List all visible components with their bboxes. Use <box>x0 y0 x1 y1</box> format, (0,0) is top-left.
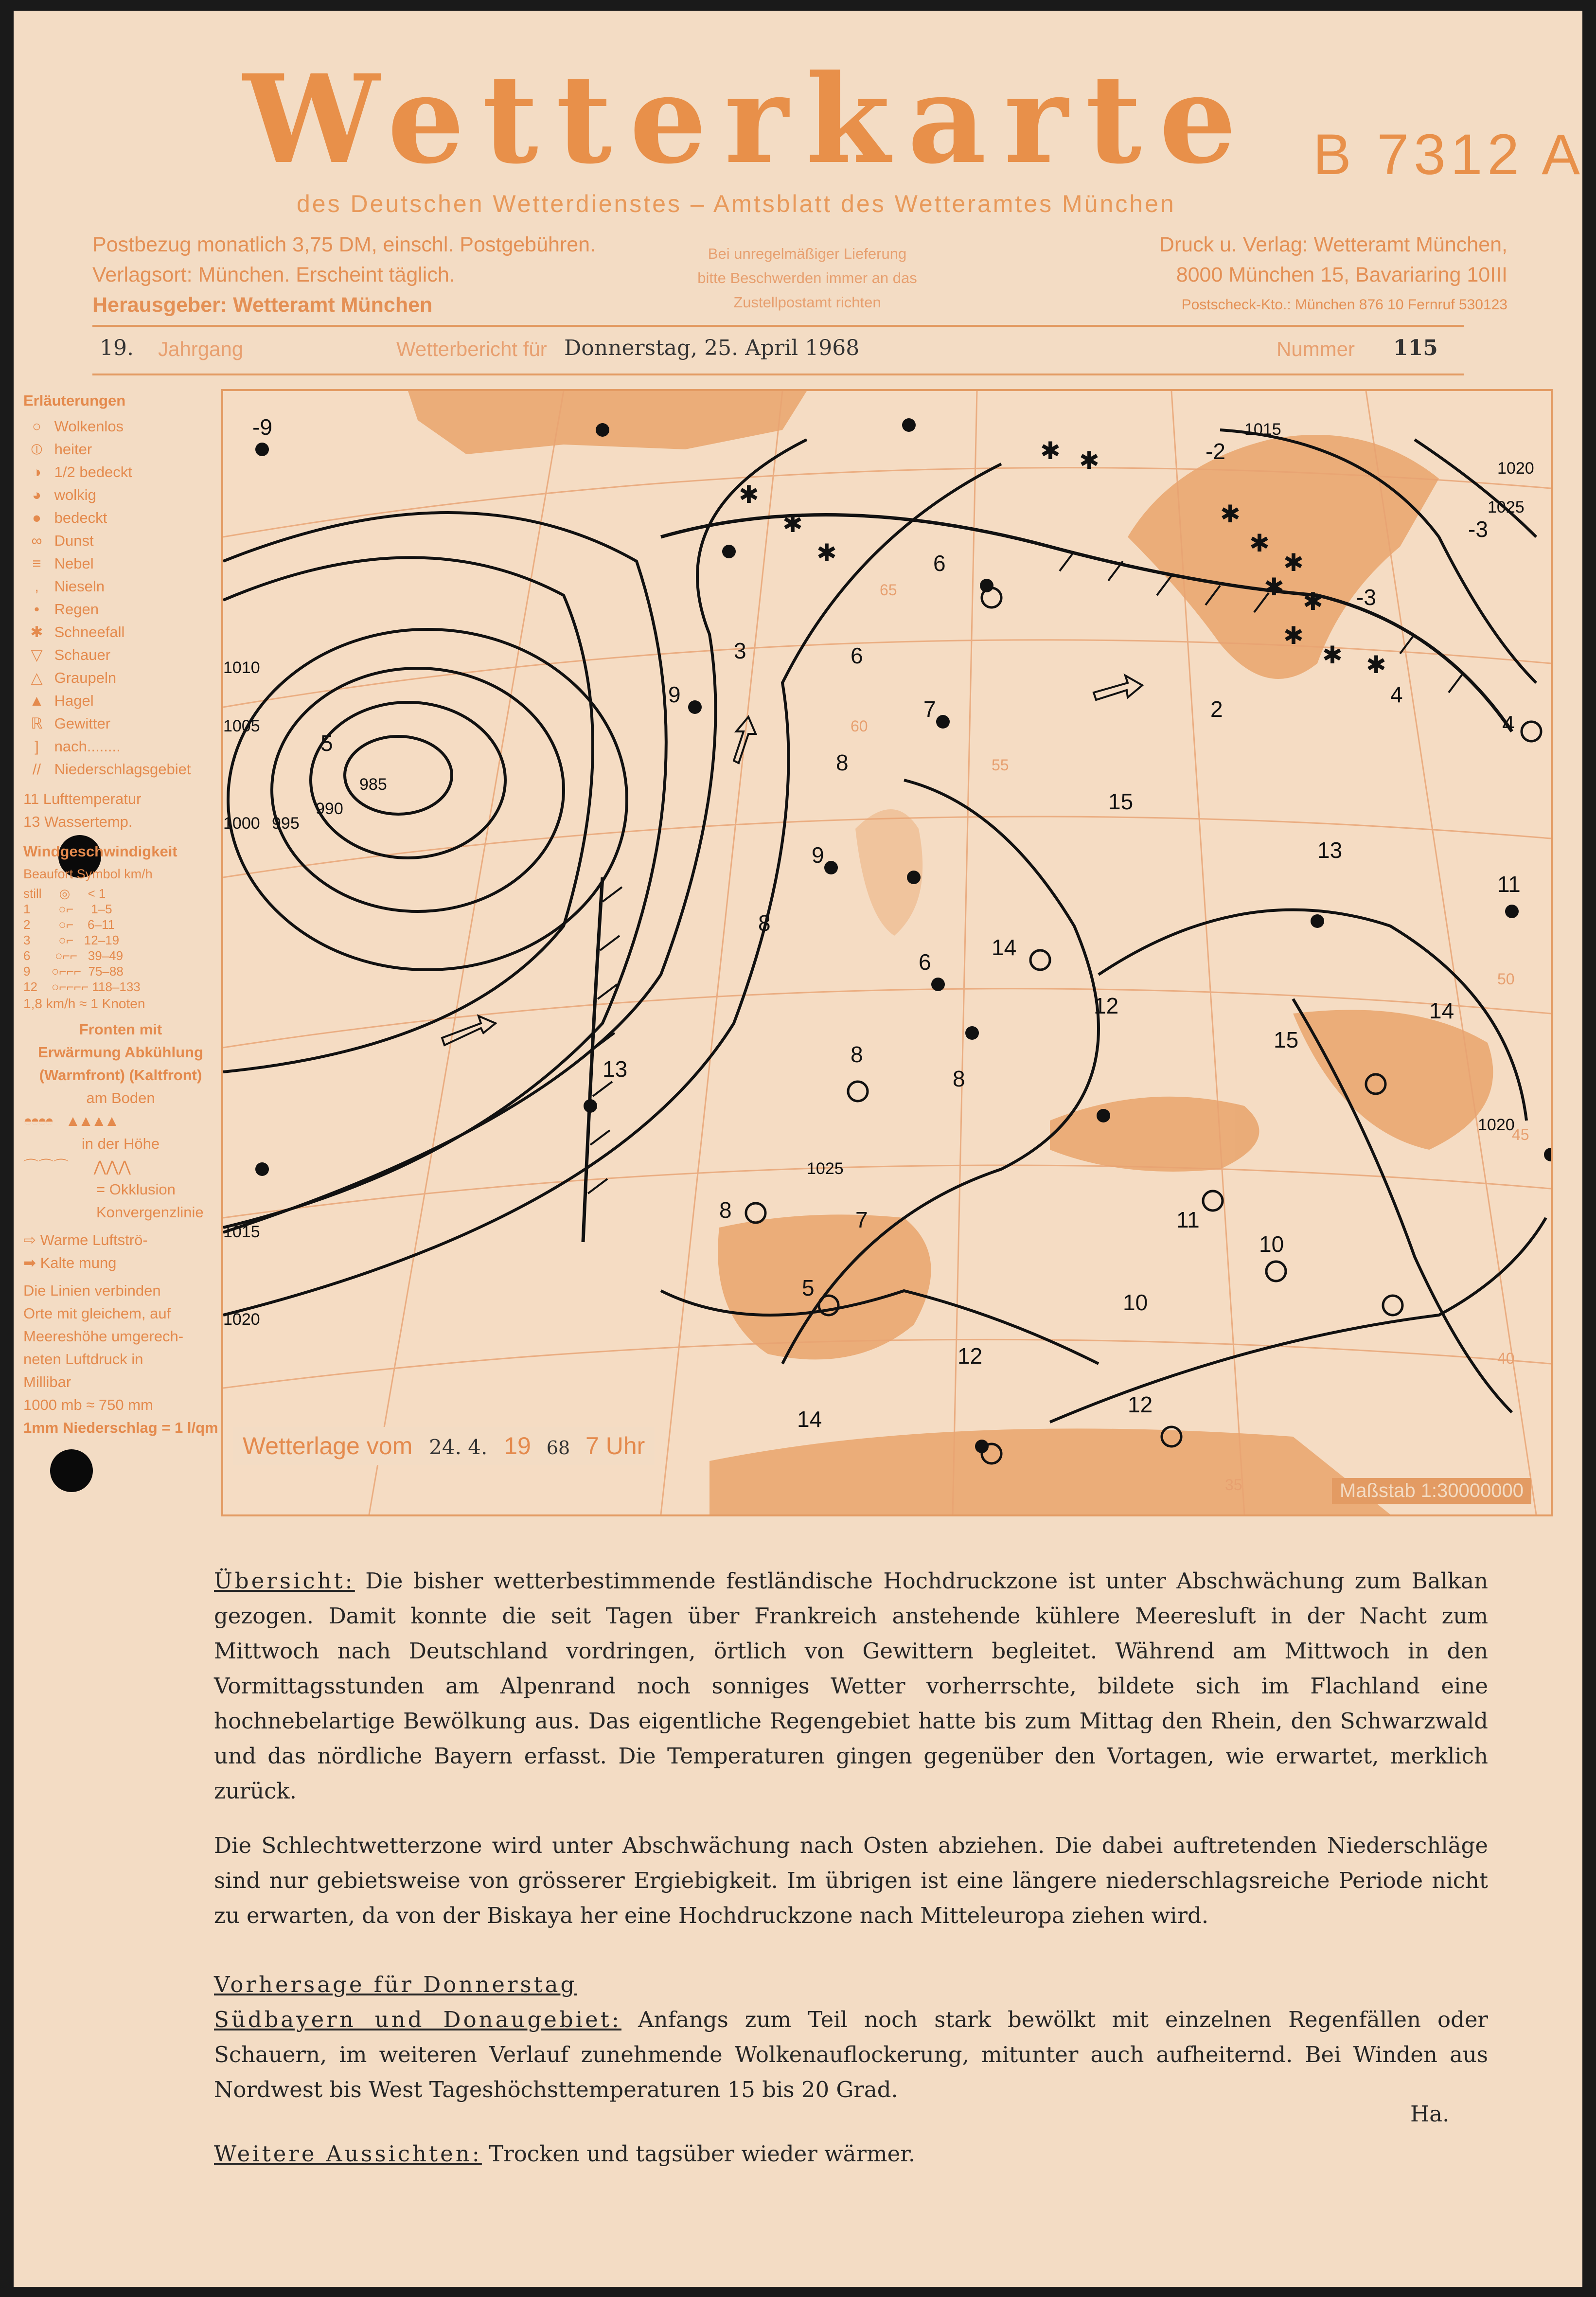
snow-symbol: ✱ <box>1220 500 1241 528</box>
weather-map <box>221 389 1553 1516</box>
legend-front-line: Konvergenzlinie <box>96 1204 204 1221</box>
isobar-990 <box>311 702 505 858</box>
legend-item: • Regen <box>34 601 99 618</box>
legend-front-symbols: ◓◓◓◓ ▲▲▲▲ <box>23 1112 118 1129</box>
station-value: 8 <box>719 1197 732 1223</box>
map-caption-day: 24. 4. <box>429 1435 488 1459</box>
legend-item: ℝ Gewitter <box>31 715 111 732</box>
map-scale: Maßstab 1:30000000 <box>1332 1478 1531 1504</box>
snow-symbol: ✱ <box>1283 622 1304 650</box>
publisher-center-line: Zustellpostamt richten <box>733 294 881 311</box>
overview-text: Die bisher wetterbestimmende festländische Hochdruckzone ist unter Abschwächung zum Balkan gezogen. Damit konnte die seit Tagen über Frankreich anstehende kühlere Meeresluft in der Nacht zum Mittwoch nach Deutschland vordringen, örtlich von Gewittern begleitet. Während am Mittwoch in den Vormittagsstunden am Alpenrand noch sonniges Wetter vorherrschte, bildete sich im Flachland eine hochnebelartige Bewölkung aus. Das eigentliche Regengebiet hatte bis zum Mittag den Rhein, den Schwarzwald und das nördliche Bayern erfasst. Die Temperaturen gingen gegenüber den Vortagen, wie erwartet, merklich zurück. <box>214 1568 1488 1804</box>
legend-isobar-note: Die Linien verbinden <box>23 1282 161 1299</box>
legend-isobar-note: Meereshöhe umgerech- <box>23 1328 184 1345</box>
fronts <box>583 515 1512 1242</box>
station-marker <box>931 978 945 991</box>
isobar-label: 1025 <box>1488 498 1525 516</box>
station-ring <box>1030 950 1050 970</box>
legend-item: ⦶ heiter <box>31 441 92 458</box>
header-rule-bottom <box>92 374 1464 375</box>
isobar-label: 990 <box>316 800 343 818</box>
station-marker <box>902 418 916 432</box>
legend-item: ▲ Hagel <box>29 692 94 709</box>
publisher-right-small: Postscheck-Kto.: München 876 10 Fernruf 530123 <box>1181 297 1507 313</box>
issue-code: B 7312 A <box>1313 123 1585 187</box>
legend-isobar-note: Millibar <box>23 1373 71 1390</box>
overview-label: Übersicht: <box>214 1568 355 1594</box>
snow-symbol: ✱ <box>1366 651 1386 679</box>
forecast-text <box>214 1564 1488 2191</box>
latitude-label: 35 <box>1225 1476 1242 1494</box>
issue-line <box>100 336 1461 365</box>
station-ring <box>1383 1296 1402 1315</box>
station-value: 7 <box>855 1207 868 1232</box>
legend-item: ∞ Dunst <box>31 532 94 549</box>
report-prefix: Wetterbericht für <box>396 338 547 360</box>
issue-number-label: Nummer <box>1277 338 1355 360</box>
station-value: -9 <box>252 414 272 440</box>
publisher-left-line: Postbezug monatlich 3,75 DM, einschl. Postgebühren. <box>92 233 596 256</box>
station-marker <box>824 861 838 874</box>
legend-title: Erläuterungen <box>23 392 126 409</box>
station-ring <box>1266 1262 1286 1281</box>
legend-item: ● bedeckt <box>32 509 107 526</box>
station-value: 2 <box>1210 696 1223 722</box>
station-value: 10 <box>1259 1231 1284 1257</box>
station-value: 14 <box>1429 998 1454 1023</box>
warm-air-arrow <box>442 1016 496 1045</box>
station-value: 8 <box>758 910 771 936</box>
station-value: 6 <box>919 949 931 975</box>
legend-item: ✱ Schneefall <box>30 623 125 641</box>
station-marker <box>1505 905 1519 918</box>
arrow-filled-icon: ➡ <box>23 1254 36 1271</box>
station-marker <box>255 443 269 456</box>
station-marker <box>688 700 702 714</box>
publisher-right <box>1021 230 1507 320</box>
snow-symbol: ✱ <box>1303 588 1323 616</box>
station-value: 4 <box>1502 711 1515 736</box>
legend-wind-row: 9 ○⌐⌐⌐ 75–88 <box>23 964 124 979</box>
station-value: 6 <box>851 643 863 668</box>
region-paragraph <box>214 2002 1488 2107</box>
legend-wind-title: Windgeschwindigkeit <box>23 843 177 860</box>
isobar-1010 <box>223 513 666 1228</box>
cold-front-west <box>583 877 603 1242</box>
issue-date: Donnerstag, 25. April 1968 <box>564 336 860 360</box>
station-value: 9 <box>668 682 681 707</box>
signature: Ha. <box>1410 2101 1450 2127</box>
legend-wind-row: 3 ○⌐ 12–19 <box>23 933 120 947</box>
station-value: 8 <box>953 1066 965 1091</box>
forecast-heading: Vorhersage für Donnerstag <box>214 1972 577 1997</box>
punch-hole-bottom <box>50 1449 93 1492</box>
map-caption-century: 19 <box>504 1432 531 1460</box>
legend-air-line: ⇨ Warme Luftströ- <box>23 1231 148 1248</box>
iberia-land <box>718 1214 931 1359</box>
station-value: -3 <box>1468 516 1488 542</box>
station-ring <box>848 1082 868 1101</box>
legend-item: △ Graupeln <box>31 669 117 686</box>
isobar-995 <box>272 668 564 911</box>
station-value: -3 <box>1356 585 1376 610</box>
publisher-center-line: Bei unregelmäßiger Lieferung <box>708 245 907 262</box>
alps-land <box>1050 1097 1259 1172</box>
map-caption-prefix: Wetterlage vom <box>243 1432 413 1460</box>
station-marker <box>907 871 921 884</box>
legend-cloud-list <box>23 415 228 781</box>
legend-item: ○ Wolkenlos <box>32 418 124 435</box>
legend-air-line: ➡ Kalte mung <box>23 1254 117 1271</box>
snow-symbol: ✱ <box>1283 549 1304 577</box>
station-value: 8 <box>836 750 849 775</box>
station-marker <box>722 545 736 558</box>
legend-wind-row: still ◎ < 1 <box>23 886 106 901</box>
isobar-label: 1020 <box>223 1310 260 1329</box>
legend-isobar-note: 1000 mb ≈ 750 mm <box>23 1396 153 1413</box>
legend-item: , Nieseln <box>35 578 105 595</box>
station-value: 12 <box>1094 993 1119 1018</box>
latitude-label: 45 <box>1512 1126 1529 1143</box>
publisher-left <box>92 230 691 320</box>
greenland-land <box>408 391 807 454</box>
map-caption-year: 68 <box>546 1437 570 1459</box>
station-value: 3 <box>734 638 746 663</box>
station-value: 9 <box>812 842 824 868</box>
station-value: 15 <box>1274 1027 1299 1052</box>
legend-front-symbols-high: ⌒⌒⌒ ⋀⋀⋀ <box>23 1158 131 1175</box>
station-value: 13 <box>1317 837 1343 863</box>
station-value: -2 <box>1206 439 1225 464</box>
legend-isobar-note: neten Luftdruck in <box>23 1351 143 1368</box>
isobar-label: 1020 <box>1478 1116 1515 1134</box>
land-areas <box>408 391 1493 1514</box>
header-rule-top <box>92 325 1464 327</box>
region-label: Südbayern und Donaugebiet: <box>214 2007 621 2032</box>
station-value: 15 <box>1108 789 1134 814</box>
map-caption-time: 7 Uhr <box>585 1432 645 1460</box>
legend-temp-line: 11 Lufttemperatur <box>23 790 142 807</box>
station-ring <box>746 1203 765 1223</box>
snow-symbol: ✱ <box>1322 641 1343 669</box>
legend-wind-row: 6 ○⌐⌐ 39–49 <box>23 948 124 963</box>
legend-front-line: (Warmfront) (Kaltfront) <box>39 1067 202 1084</box>
snow-symbol: ✱ <box>1264 573 1284 601</box>
station-marker <box>1097 1109 1110 1122</box>
legend-wind-row: 2 ○⌐ 6–11 <box>23 917 115 932</box>
north-africa-land <box>709 1428 1390 1514</box>
legend-wind-header: Beaufort Symbol km/h <box>23 867 153 881</box>
legend-front-line: Erwärmung Abkühlung <box>38 1044 203 1061</box>
publisher-right-line: 8000 München 15, Bavariaring 10III <box>1176 263 1507 286</box>
isobar-label: 995 <box>272 814 300 833</box>
latitude-label: 40 <box>1497 1350 1515 1367</box>
latitude-label: 60 <box>851 717 868 735</box>
overview-paragraph <box>214 1564 1488 1809</box>
station-value: 6 <box>933 551 946 576</box>
legend-wind-row: 12 ○⌐⌐⌐⌐ 118–133 <box>23 979 141 994</box>
legend-wind-row: 1,8 km/h ≈ 1 Knoten <box>23 996 145 1011</box>
station-value: 5 <box>802 1275 815 1300</box>
station-ring <box>1522 722 1541 741</box>
legend-wind-row: 1 ○⌐ 1–5 <box>23 902 112 916</box>
snow-symbol: ✱ <box>1079 446 1099 475</box>
station-value: 10 <box>1123 1290 1148 1315</box>
legend-item: ◕ wolkig <box>32 486 96 503</box>
further-label: Weitere Aussichten: <box>214 2141 482 2167</box>
arrow-outline-icon: ⇨ <box>23 1231 36 1248</box>
masthead-subtitle: des Deutschen Wetterdienstes – Amtsblatt des Wetteramtes München <box>297 190 1176 217</box>
station-ring <box>982 588 1001 607</box>
further-paragraph <box>214 2137 1488 2172</box>
station-value: 14 <box>797 1407 822 1432</box>
isobar-label: 1005 <box>223 717 260 735</box>
station-ring <box>1203 1191 1223 1211</box>
station-value: 12 <box>958 1343 983 1369</box>
legend-item: ] nach........ <box>35 738 121 755</box>
further-text: Trocken und tagsüber wieder wärmer. <box>489 2141 916 2167</box>
snow-symbol: ✱ <box>816 539 837 567</box>
publisher-right-line: Druck u. Verlag: Wetteramt München, <box>1159 233 1507 256</box>
isobar-1015 <box>223 440 807 1232</box>
issue-year: 19. <box>100 336 134 360</box>
legend <box>23 389 228 1439</box>
isobar-label: 1015 <box>1244 420 1281 439</box>
station-value: 5 <box>320 730 333 756</box>
station-value: 12 <box>1128 1392 1153 1417</box>
station-marker <box>1311 914 1324 928</box>
station-marker <box>596 423 609 437</box>
station-marker <box>255 1162 269 1176</box>
station-value: 13 <box>603 1056 628 1082</box>
station-marker <box>965 1026 979 1040</box>
legend-front-line: = Okklusion <box>96 1181 176 1198</box>
station-value: 7 <box>923 696 936 722</box>
issue-number: 115 <box>1393 336 1438 360</box>
legend-isobar-note: 1mm Niederschlag = 1 l/qm <box>23 1419 218 1436</box>
station-value: 11 <box>1176 1207 1200 1232</box>
isobar-label: 1025 <box>807 1159 844 1178</box>
publisher-center-line: bitte Beschwerden immer an das <box>697 269 917 286</box>
isobar-label: 1000 <box>223 814 260 833</box>
station-value: 11 <box>1497 872 1521 897</box>
station-value: 4 <box>1390 682 1403 707</box>
map-caption <box>233 1427 655 1465</box>
isobar-label: 985 <box>359 775 387 794</box>
publisher-left-line: Herausgeber: Wetteramt München <box>92 293 433 317</box>
issue-year-label: Jahrgang <box>158 338 244 360</box>
legend-front-line: in der Höhe <box>81 1135 160 1152</box>
station-marker <box>1544 1148 1551 1161</box>
snow-symbol: ✱ <box>739 481 759 509</box>
station-value: 8 <box>851 1042 863 1067</box>
warm-air-arrow <box>1094 676 1142 700</box>
masthead-title: Wetterkarte <box>243 48 1254 191</box>
isobar-1020-south <box>1050 1218 1546 1422</box>
isobar-label: 1020 <box>1497 459 1534 478</box>
legend-isobar-note: Orte mit gleichem, auf <box>23 1305 171 1322</box>
legend-item: // Niederschlagsgebiet <box>32 761 191 778</box>
station-marker <box>936 715 950 729</box>
publisher-center <box>661 242 953 315</box>
weather-map-svg <box>223 391 1551 1514</box>
latitude-label: 65 <box>880 581 897 599</box>
outlook-paragraph: Die Schlechtwetterzone wird unter Abschwächung nach Osten abziehen. Die dabei auftretenden Niederschläge sind nur gebietsweise von grösserer Ergiebigkeit. Im übrigen ist eine längere niederschlagsreiche Periode nicht zu erwarten, da von der Biskaya her eine Hochdruckzone nach Mitteleuropa ziehen wird. <box>214 1833 1488 1928</box>
legend-item: ≡ Nebel <box>32 555 94 572</box>
latitude-label: 55 <box>992 756 1009 774</box>
legend-item: ◑ 1/2 bedeckt <box>32 463 132 481</box>
snow-symbol: ✱ <box>1040 437 1061 465</box>
isobar-label: 1010 <box>223 659 260 677</box>
snow-symbol: ✱ <box>782 510 803 538</box>
legend-front-line: Fronten mit <box>79 1021 162 1038</box>
isobar-label: 1015 <box>223 1223 260 1241</box>
publisher-left-line: Verlagsort: München. Erscheint täglich. <box>92 263 455 286</box>
legend-temp-line: 13 Wassertemp. <box>23 813 133 830</box>
station-marker <box>584 1099 597 1113</box>
legend-item: ▽ Schauer <box>31 646 111 663</box>
latitude-label: 50 <box>1497 970 1515 988</box>
legend-front-line: am Boden <box>86 1089 155 1106</box>
snow-symbol: ✱ <box>1249 529 1270 557</box>
station-value: 14 <box>992 935 1017 960</box>
region-text: Anfangs zum Teil noch stark bewölkt mit einzelnen Regenfällen oder Schauern, im weiteren Verlauf zunehmende Wolkenauflockerung, mitunter auch aufheiternd. Bei Winden aus Nordwest bis West Tageshöchsttemperaturen 15 bis 20 Grad. <box>214 2007 1489 2102</box>
